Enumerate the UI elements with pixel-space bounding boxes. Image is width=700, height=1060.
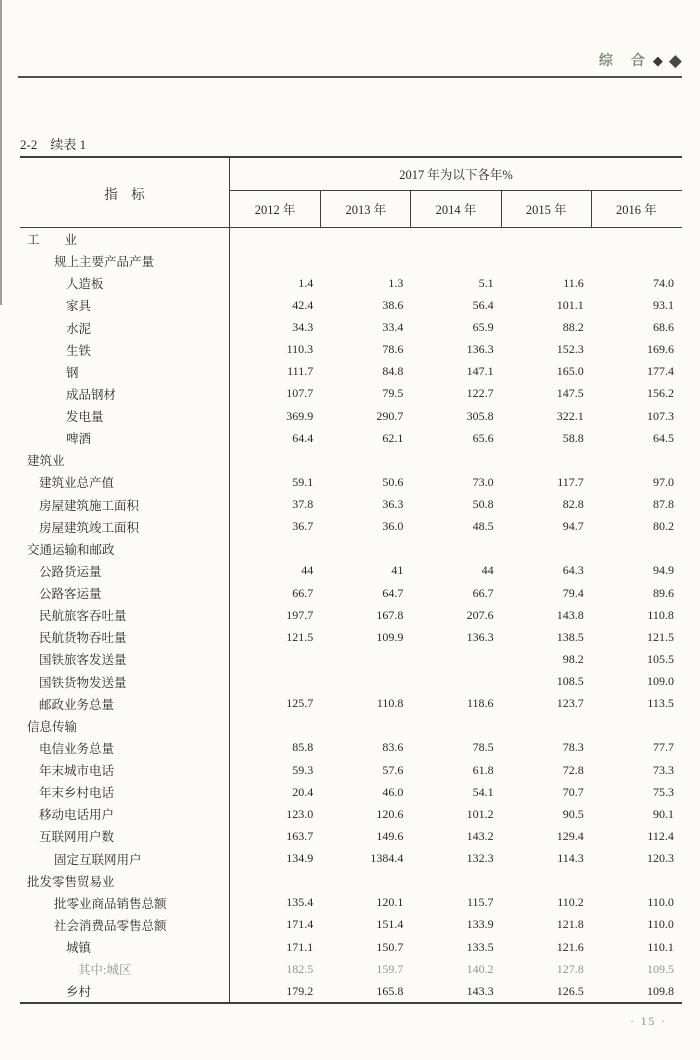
cell-value: 38.6 (382, 297, 404, 312)
row-label: 年末乡村电话 (20, 781, 230, 803)
table-row (20, 715, 682, 737)
row-label: 生铁 (20, 339, 230, 361)
cell-value: 120.1 (376, 895, 404, 910)
table-row (20, 383, 682, 405)
cell-value: 135.4 (286, 895, 314, 910)
cell-value: 54.1 (472, 784, 494, 799)
cell-value: 88.2 (562, 320, 584, 335)
cell-value: 121.5 (286, 629, 314, 644)
row-label: 工 业 (20, 228, 230, 250)
table-row (20, 936, 682, 958)
row-label: 公路客运量 (20, 582, 230, 604)
cell-value: 109.9 (376, 629, 404, 644)
cell-value: 143.2 (466, 828, 494, 843)
cell-value: 121.6 (556, 939, 584, 954)
cell-value: 143.8 (556, 607, 584, 622)
year-header-row (230, 191, 682, 227)
row-label: 信息传输 (20, 715, 230, 737)
year-header-cell: 2016 年 (591, 191, 681, 227)
table-row (20, 759, 682, 781)
row-label: 钢 (20, 361, 230, 383)
cell-value: 75.3 (652, 784, 674, 799)
cell-value: 109.5 (646, 961, 674, 976)
cell-value: 36.0 (382, 519, 404, 534)
cell-value: 109.8 (646, 983, 674, 998)
cell-value: 34.3 (292, 320, 314, 335)
cell-value: 33.4 (382, 320, 404, 335)
cell-value: 110.1 (647, 939, 674, 954)
table-header (20, 156, 682, 228)
cell-value: 5.1 (478, 275, 494, 290)
cell-value: 114.3 (557, 851, 584, 866)
row-label: 其中:城区 (20, 958, 230, 980)
row-label: 房屋建筑施工面积 (20, 494, 230, 516)
table-body (20, 228, 682, 1004)
cell-value: 115.7 (467, 895, 494, 910)
cell-value: 133.9 (466, 917, 494, 932)
cell-value: 1.4 (298, 275, 314, 290)
year-header-cell: 2015 年 (501, 191, 591, 227)
cell-value: 36.3 (382, 497, 404, 512)
table-row (20, 892, 682, 914)
row-label: 电信业务总量 (20, 737, 230, 759)
cell-value: 121.5 (646, 629, 674, 644)
table-row (20, 339, 682, 361)
cell-value: 58.8 (562, 430, 584, 445)
cell-value: 123.0 (286, 806, 314, 821)
table-row (20, 294, 682, 316)
masthead-rule (18, 76, 682, 78)
cell-value: 82.8 (562, 497, 584, 512)
cell-value: 64.4 (292, 430, 314, 445)
cell-value: 111.7 (287, 364, 314, 379)
cell-value: 94.7 (562, 519, 584, 534)
table-row (20, 803, 682, 825)
cell-value: 101.1 (556, 297, 584, 312)
cell-value: 90.1 (652, 806, 674, 821)
cell-value: 134.9 (286, 851, 314, 866)
cell-value: 98.2 (562, 651, 584, 666)
cell-value: 57.6 (382, 762, 404, 777)
cell-value: 125.7 (286, 696, 314, 711)
cell-value: 165.8 (376, 983, 404, 998)
year-header-cell: 2012 年 (254, 203, 296, 217)
cell-value: 68.6 (652, 320, 674, 335)
row-label: 批零业商品销售总额 (20, 892, 230, 914)
cell-value: 89.6 (652, 585, 674, 600)
cell-value: 46.0 (382, 784, 404, 799)
cell-value: 41 (391, 563, 404, 578)
row-label: 人造板 (20, 272, 230, 294)
cell-value: 20.4 (292, 784, 314, 799)
table-row (20, 914, 682, 936)
cell-value: 59.3 (292, 762, 314, 777)
cell-value: 197.7 (286, 607, 314, 622)
table-row (20, 317, 682, 339)
cell-value: 147.5 (556, 386, 584, 401)
row-label: 批发零售贸易业 (20, 870, 230, 892)
row-label: 规上主要产品产量 (20, 250, 230, 272)
cell-value: 120.6 (376, 806, 404, 821)
row-label: 发电量 (20, 405, 230, 427)
cell-value: 56.4 (472, 297, 494, 312)
cell-value: 133.5 (466, 939, 494, 954)
cell-value: 1.3 (388, 275, 404, 290)
cell-value: 322.1 (556, 408, 584, 423)
cell-value: 147.1 (466, 364, 494, 379)
cell-value: 126.5 (556, 983, 584, 998)
table-row (20, 781, 682, 803)
table-row (20, 958, 682, 980)
cell-value: 152.3 (556, 342, 584, 357)
cell-value: 97.0 (652, 474, 674, 489)
table-row (20, 980, 682, 1002)
row-label: 乡村 (20, 980, 230, 1002)
cell-value: 167.8 (376, 607, 404, 622)
cell-value: 305.8 (466, 408, 494, 423)
cell-value: 121.8 (556, 917, 584, 932)
cell-value: 118.6 (467, 696, 494, 711)
cell-value: 101.2 (466, 806, 494, 821)
cell-value: 109.0 (646, 674, 674, 689)
cell-value: 150.7 (376, 939, 404, 954)
row-label: 啤酒 (20, 427, 230, 449)
table-row (20, 471, 682, 493)
table-row (20, 604, 682, 626)
table-row (20, 560, 682, 582)
cell-value: 64.3 (562, 563, 584, 578)
scan-edge-artifact (0, 0, 2, 305)
cell-value: 77.7 (652, 740, 674, 755)
cell-value: 107.3 (646, 408, 674, 423)
cell-value: 140.2 (466, 961, 494, 976)
cell-value: 138.5 (556, 629, 584, 644)
cell-value: 149.6 (376, 828, 404, 843)
cell-value: 65.6 (472, 430, 494, 445)
cell-value: 80.2 (652, 519, 674, 534)
cell-value: 11.6 (563, 275, 584, 290)
cell-value: 84.8 (382, 364, 404, 379)
cell-value: 93.1 (652, 297, 674, 312)
table-row (20, 737, 682, 759)
indicator-header-cell: 指 标 (20, 158, 230, 227)
cell-value: 110.8 (647, 607, 674, 622)
cell-value: 117.7 (557, 474, 584, 489)
cell-value: 127.8 (556, 961, 584, 976)
cell-value: 42.4 (292, 297, 314, 312)
cell-value: 171.1 (286, 939, 314, 954)
table-row (20, 671, 682, 693)
cell-value: 37.8 (292, 497, 314, 512)
cell-value: 79.5 (382, 386, 404, 401)
row-label: 建筑业总产值 (20, 471, 230, 493)
table-row (20, 516, 682, 538)
cell-value: 65.9 (472, 320, 494, 335)
table-header-right (230, 158, 682, 227)
cell-value: 83.6 (382, 740, 404, 755)
cell-value: 112.4 (647, 828, 674, 843)
masthead (599, 50, 682, 70)
cell-value: 159.7 (376, 961, 404, 976)
cell-value: 136.3 (466, 629, 494, 644)
row-label: 交通运输和邮政 (20, 538, 230, 560)
cell-value: 163.7 (286, 828, 314, 843)
table-row (20, 870, 682, 892)
cell-value: 110.0 (647, 895, 674, 910)
cell-value: 79.4 (562, 585, 584, 600)
cell-value: 44 (481, 563, 494, 578)
table-row (20, 626, 682, 648)
table-row (20, 848, 682, 870)
row-label: 公路货运量 (20, 560, 230, 582)
table-row (20, 272, 682, 294)
cell-value: 171.4 (286, 917, 314, 932)
cell-value: 110.3 (286, 342, 314, 357)
row-label: 家具 (20, 294, 230, 316)
cell-value: 110.2 (557, 895, 584, 910)
cell-value: 94.9 (652, 563, 674, 578)
cell-value: 85.8 (292, 740, 314, 755)
cell-value: 36.7 (292, 519, 314, 534)
cell-value: 73.3 (652, 762, 674, 777)
row-label: 移动电话用户 (20, 803, 230, 825)
row-label: 水泥 (20, 317, 230, 339)
row-label: 年末城市电话 (20, 759, 230, 781)
cell-value: 107.7 (286, 386, 314, 401)
cell-value: 110.0 (647, 917, 674, 932)
cell-value: 1384.4 (370, 851, 404, 866)
row-label: 房屋建筑竣工面积 (20, 516, 230, 538)
year-header-cell: 2014 年 (410, 191, 500, 227)
cell-value: 151.4 (376, 917, 404, 932)
row-label: 互联网用户数 (20, 825, 230, 847)
cell-value: 78.6 (382, 342, 404, 357)
table-row (20, 427, 682, 449)
row-label: 成品钢材 (20, 383, 230, 405)
cell-value: 90.5 (562, 806, 584, 821)
cell-value: 78.3 (562, 740, 584, 755)
cell-value: 105.5 (646, 651, 674, 666)
row-label: 固定互联网用户 (20, 848, 230, 870)
cell-value: 113.5 (647, 696, 674, 711)
cell-value: 132.3 (466, 851, 494, 866)
cell-value: 48.5 (472, 519, 494, 534)
row-label: 民航旅客吞吐量 (20, 604, 230, 626)
table-row (20, 648, 682, 670)
row-label: 国铁货物发送量 (20, 671, 230, 693)
cell-value: 66.7 (472, 585, 494, 600)
cell-value: 136.3 (466, 342, 494, 357)
table-row (20, 361, 682, 383)
diamond-icon: ◆ (652, 52, 663, 68)
cell-value: 62.1 (382, 430, 404, 445)
row-label: 国铁旅客发送量 (20, 648, 230, 670)
cell-value: 123.7 (556, 696, 584, 711)
table-row (20, 494, 682, 516)
table-row (20, 250, 682, 272)
cell-value: 66.7 (292, 585, 314, 600)
row-label: 邮政业务总量 (20, 693, 230, 715)
cell-value: 78.5 (472, 740, 494, 755)
cell-value: 73.0 (472, 474, 494, 489)
cell-value: 182.5 (286, 961, 314, 976)
cell-value: 61.8 (472, 762, 494, 777)
cell-value: 179.2 (286, 983, 314, 998)
table-row (20, 582, 682, 604)
cell-value: 120.3 (646, 851, 674, 866)
page-number: · 15 · (630, 1016, 667, 1028)
cell-value: 64.5 (652, 430, 674, 445)
cell-value: 177.4 (646, 364, 674, 379)
cell-value: 369.9 (286, 408, 314, 423)
table-caption: 2-2 续表 1 (20, 137, 87, 152)
row-label: 城镇 (20, 936, 230, 958)
cell-value: 169.6 (646, 342, 674, 357)
cell-value: 50.8 (472, 497, 494, 512)
cell-value: 165.0 (556, 364, 584, 379)
cell-value: 87.8 (652, 497, 674, 512)
masthead-label: 综 合 (598, 54, 647, 69)
cell-value: 59.1 (292, 474, 314, 489)
cell-value: 72.8 (562, 762, 584, 777)
cell-value: 207.6 (466, 607, 494, 622)
cell-value: 143.3 (466, 983, 494, 998)
span-header-cell: 2017 年为以下各年% (230, 158, 682, 191)
cell-value: 156.2 (646, 386, 674, 401)
cell-value: 74.0 (652, 275, 674, 290)
cell-value: 64.7 (382, 585, 404, 600)
table-row (20, 693, 682, 715)
statistics-table (20, 156, 682, 1004)
table-row (20, 825, 682, 847)
cell-value: 108.5 (556, 674, 584, 689)
cell-value: 110.8 (376, 696, 404, 711)
diamond-icon: ◆ (668, 50, 682, 70)
table-row (20, 449, 682, 471)
row-label: 社会消费品零售总额 (20, 914, 230, 936)
table-row (20, 228, 682, 250)
cell-value: 70.7 (562, 784, 584, 799)
cell-value: 44 (301, 563, 314, 578)
row-label: 建筑业 (20, 449, 230, 471)
cell-value: 122.7 (466, 386, 494, 401)
table-row (20, 538, 682, 560)
cell-value: 290.7 (376, 408, 404, 423)
table-row (20, 405, 682, 427)
cell-value: 129.4 (556, 828, 584, 843)
cell-value: 50.6 (382, 474, 404, 489)
row-label: 民航货物吞吐量 (20, 626, 230, 648)
year-header-cell: 2013 年 (320, 191, 410, 227)
